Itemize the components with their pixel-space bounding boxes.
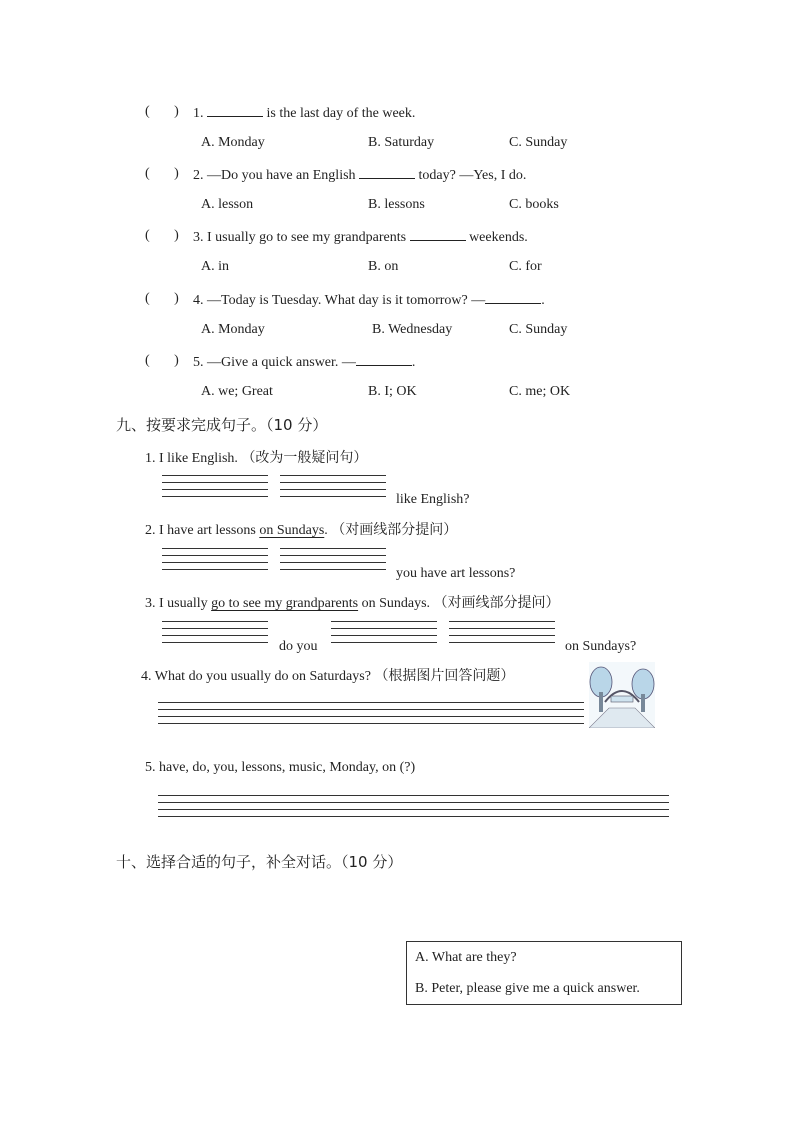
writing-lines[interactable] [158, 795, 669, 823]
writing-lines[interactable] [280, 475, 386, 503]
answer-bracket[interactable]: ( ) [145, 353, 179, 368]
sentence-middle: do you [279, 639, 318, 654]
dialogue-option-a: A. What are they? [415, 950, 517, 965]
sentence-text: 2. I have art lessons [145, 523, 256, 538]
section-9-title: 九、按要求完成句子。（10 分） [116, 416, 328, 434]
option-a: A. Monday [201, 322, 265, 337]
option-c: C. Sunday [509, 322, 568, 337]
instruction-note: （对画线部分提问） [331, 522, 458, 538]
question-number: 2. [193, 168, 204, 183]
sentence-tail: you have art lessons? [396, 566, 516, 581]
answer-blank[interactable] [356, 353, 412, 366]
dialogue-option-b: B. Peter, please give me a quick answer. [415, 981, 640, 996]
option-c: C. for [509, 259, 542, 274]
option-a: A. Monday [201, 135, 265, 150]
section-10-title: 十、选择合适的句子，补全对话。（10 分） [116, 853, 403, 871]
option-c: C. Sunday [509, 135, 568, 150]
question-text: —Give a quick answer. — [207, 355, 356, 370]
option-b: B. on [368, 259, 399, 274]
question-text: I usually go to see my grandparents [207, 230, 407, 245]
options-box [406, 941, 682, 1005]
sentence-text: on Sundays. [361, 596, 431, 611]
question-number: 4. [193, 293, 204, 308]
writing-lines[interactable] [331, 621, 437, 649]
option-b: B. Saturday [368, 135, 435, 150]
writing-lines[interactable] [449, 621, 555, 649]
question-text: . [541, 293, 545, 308]
sentence-1 [145, 447, 367, 467]
writing-lines[interactable] [162, 475, 268, 503]
writing-lines[interactable] [162, 548, 268, 576]
option-a: A. in [201, 259, 229, 274]
option-c: C. me; OK [509, 384, 571, 399]
underlined-phrase: go to see my grandparents [211, 596, 359, 611]
writing-lines[interactable] [158, 702, 584, 730]
underlined-phrase: on Sundays [259, 523, 325, 538]
answer-blank[interactable] [207, 104, 263, 117]
question-text: today? —Yes, I do. [418, 168, 527, 183]
sentence-2 [145, 519, 457, 539]
sentence-punct: . [324, 523, 328, 538]
question-number: 1. [193, 106, 204, 121]
writing-lines[interactable] [280, 548, 386, 576]
option-c: C. books [509, 197, 559, 212]
instruction-note: （对画线部分提问） [433, 595, 560, 611]
answer-blank[interactable] [410, 228, 466, 241]
question-number: 5. [193, 355, 204, 370]
option-a: A. we; Great [201, 384, 273, 399]
question-number: 3. [193, 230, 204, 245]
option-b: B. I; OK [368, 384, 417, 399]
answer-bracket[interactable]: ( ) [145, 291, 179, 306]
question-text: —Do you have an English [207, 168, 356, 183]
answer-blank[interactable] [485, 291, 541, 304]
sentence-5: 5. have, do, you, lessons, music, Monday, on (?) [145, 760, 416, 775]
sentence-4 [141, 665, 514, 685]
park-picture [589, 662, 655, 728]
sentence-text: 4. What do you usually do on Saturdays? [141, 669, 371, 684]
instruction-note: （根据图片回答问题） [374, 668, 515, 684]
answer-bracket[interactable]: ( ) [145, 104, 179, 119]
question-text: . [411, 355, 416, 370]
question-text: weekends. [469, 230, 528, 245]
sentence-tail: on Sundays? [565, 639, 637, 654]
answer-blank[interactable] [359, 166, 415, 179]
question-text: is the last day of the week. [266, 106, 416, 121]
option-b: B. lessons [368, 197, 425, 212]
sentence-text: 3. I usually [145, 596, 208, 611]
answer-bracket[interactable]: ( ) [145, 228, 179, 243]
option-b: B. Wednesday [372, 322, 453, 337]
sentence-tail: like English? [396, 492, 470, 507]
answer-bracket[interactable]: ( ) [145, 166, 179, 181]
sentence-text: 1. I like English. [145, 451, 238, 466]
writing-lines[interactable] [162, 621, 268, 649]
option-a: A. lesson [201, 197, 254, 212]
instruction-note: （改为一般疑问句） [241, 450, 368, 466]
sentence-3 [145, 592, 560, 612]
question-text: —Today is Tuesday. What day is it tomorrow? — [207, 293, 486, 308]
